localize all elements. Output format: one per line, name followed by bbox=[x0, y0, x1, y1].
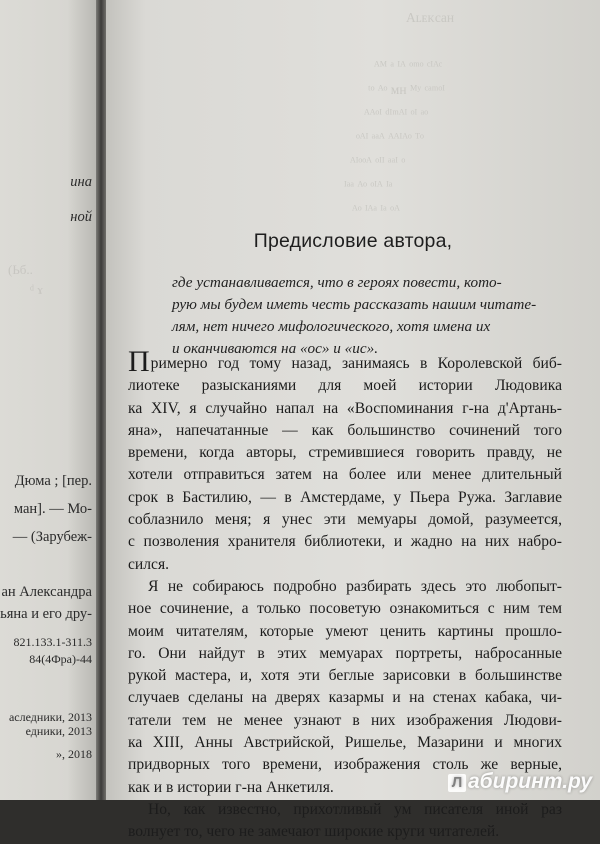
text-line: моим читателям, которые умеют ценить картины прошло- bbox=[128, 622, 562, 640]
text-line: яна», напечатанные — как большинство сочинений того bbox=[128, 421, 562, 439]
chapter-heading: Предисловие автора, bbox=[253, 230, 453, 252]
previous-page-fragment: едники, 2013 bbox=[25, 724, 92, 738]
text-line: ное сочинение, а только посоветую ознакомиться с ним тем bbox=[128, 600, 562, 618]
previous-page-fragment: ьяна и его дру- bbox=[0, 606, 92, 622]
text-line: волнует то, чего не замечают широкие круги читателей. bbox=[128, 823, 500, 841]
text-line: соблазнило меня; я унес эти мемуары домой, разумеется, bbox=[128, 511, 562, 529]
previous-page-fragment: ина bbox=[70, 174, 92, 190]
text-line: го. Они найдут в этих мемуарах портреты, набросанные bbox=[128, 644, 562, 662]
current-page bbox=[106, 0, 600, 841]
previous-page-fragment: Дюма ; [пер. bbox=[14, 473, 92, 489]
previous-page-fragment: ной bbox=[70, 209, 92, 225]
text-line: срок в Бастилию, — в Амстердаме, у Пьера Ружа. Заглавие bbox=[128, 488, 562, 506]
text-line: с позволения хранителя библиотеки, и жадно на них набро- bbox=[128, 533, 562, 551]
previous-page-fragment: », 2018 bbox=[56, 747, 92, 761]
text-line: хотели отправиться затем на более или менее длительный bbox=[128, 466, 562, 484]
text-line: как и в истории г-на Анкетиля. bbox=[128, 778, 334, 796]
labirint-logo-icon: Л bbox=[448, 774, 466, 792]
watermark-text: абиринт.ру bbox=[467, 770, 592, 793]
text-line: Примерно год тому назад, занимаясь в Королевской биб- bbox=[128, 345, 562, 378]
bleed-through-text: (Ьб.. bbox=[8, 262, 33, 277]
bleed-through-area: Aʟᴇᴋcaн ᴬᴹ ᵃ ᴵᴬ ᵒᵐᵒ ᶜᴵᴬᶜ ᵗᵒ ᴬᵒ ᴍʜ ᴹʸ ᶜᵃᵐᵒᴵ ᴬᴬᵒᴵ ᵈᴵᵐᴬᴵ ᵒᴵ ᵃᵒ ᵒᴬᴵ ᵃᵃᴬ ᴬᴬᴵᴬᵒ ᵀᵒ ᴬᴵᵒᵒᴬ ᵒᴵᴵ ᵃᵃᴵ ᵒ ᴵᵃᵃ ᴬᵒ ᵒᴵᴬ ᴵᵃ ᴬᵒ ᴵᴬᵃ ᴵᵃ ᵒᴬ bbox=[344, 10, 455, 217]
text-line: лиотеке разысканиями для моей истории Людовика bbox=[128, 377, 562, 395]
text-line: ка XIV, я случайно напал на «Воспоминания г-на д'Артань- bbox=[128, 399, 562, 417]
previous-page-fragment: — (Зарубеж- bbox=[12, 529, 92, 545]
chapter-subheading bbox=[172, 272, 544, 360]
text-line: Я не собираюсь подробно разбирать здесь это любопыт- bbox=[148, 577, 562, 595]
subheading-line: и оканчиваются на «ос» и «ис». bbox=[172, 340, 378, 357]
text-line: сился. bbox=[128, 555, 170, 573]
text-line: времени, когда авторы, стремившиеся говорить правду, не bbox=[128, 444, 562, 462]
subheading-line: рую мы будем иметь честь рассказать нашим читате- bbox=[172, 296, 537, 313]
text-line: ка XIII, Анны Австрийской, Ришелье, Мазарини и многих bbox=[128, 734, 562, 752]
text-line: рукой мастера, и, хотя эти беглые зарисовки в большинстве bbox=[128, 667, 562, 685]
subheading-line: где устанавливается, что в героях повести, кото- bbox=[172, 274, 502, 291]
text-line: случаев сделаны на дверях казармы и на стенах кабака, чи- bbox=[128, 689, 562, 707]
text-line: придворных того времени, изображения столь же верные, bbox=[128, 756, 562, 774]
bleed-through-text: ᵈ ɤ bbox=[30, 282, 44, 297]
paragraph-2 bbox=[128, 576, 562, 799]
previous-page bbox=[0, 0, 96, 800]
labirint-watermark bbox=[448, 770, 592, 794]
previous-page-fragment: аследники, 2013 bbox=[8, 710, 92, 724]
subheading-line: лям, нет ничего мифологического, хотя имена их bbox=[172, 318, 491, 335]
paragraph-3 bbox=[128, 799, 562, 844]
previous-page-fragment: 821.133.1-311.3 bbox=[13, 635, 92, 649]
book-gutter bbox=[96, 0, 106, 800]
text-line: Но, как известно, прихотливый ум писателя иной раз bbox=[148, 800, 562, 818]
previous-page-fragment: ман]. — Мо- bbox=[13, 501, 92, 517]
previous-page-fragment: ан Александра bbox=[1, 584, 92, 600]
drop-cap: П bbox=[128, 345, 150, 378]
previous-page-fragment: 84(4Фра)-44 bbox=[29, 652, 92, 666]
text-line: татели тем не менее узнают в них изображения Людови- bbox=[128, 711, 562, 729]
